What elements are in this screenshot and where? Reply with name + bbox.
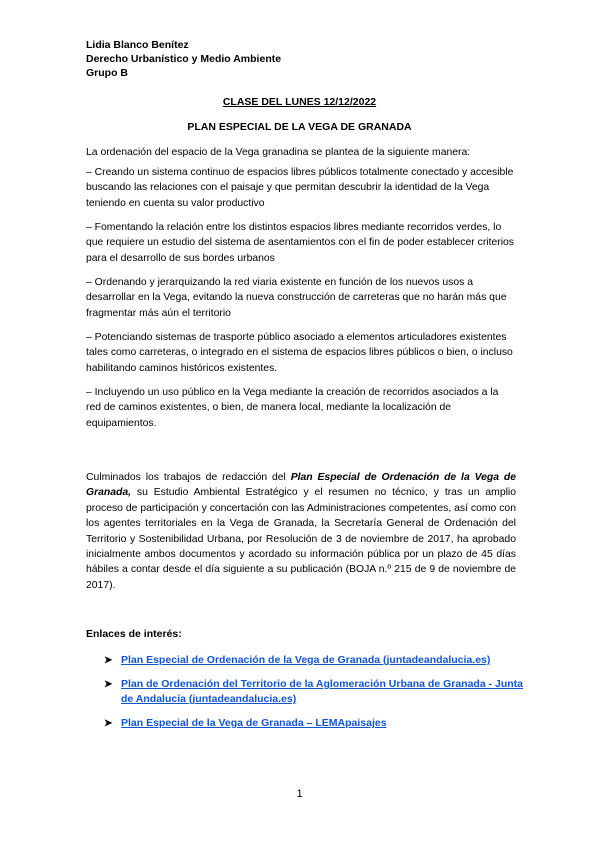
plan-name-emphasis: Plan Especial de Ordenación de la Vega de Granada, [86, 472, 516, 499]
item-paragraph-3: – Ordenando y jerarquizando la red viaria existente en función de los nuevos usos a desarrollar en la Vega, evitando la nueva construcción de carreteras que no harán más que fragmentar más aún el territorio [86, 277, 507, 319]
item-paragraph-4: – Potenciando sistemas de trasporte público asociado a elementos articuladores existentes tales como carreteras, o integrado en el sistema de espacios libres públicos o bien, o incluso habilitando caminos históricos existentes. [86, 332, 513, 374]
group-name: Grupo B [86, 67, 128, 79]
link-plan-especial-junta[interactable]: Plan Especial de Ordenación de la Vega de Granada (juntadeandalucia.es) [121, 654, 491, 666]
arrow-bullet-icon: ➤ [104, 718, 113, 729]
intro-paragraph: La ordenación del espacio de la Vega granadina se plantea de la siguiente manera: [86, 147, 471, 158]
plan-title: PLAN ESPECIAL DE LA VEGA DE GRANADA [187, 121, 412, 133]
item-paragraph-5: – Incluyendo un uso público en la Vega mediante la creación de recorridos asociados a la red de caminos existentes, o bien, de manera local, mediante la localización de equipamientos. [86, 387, 499, 429]
arrow-bullet-icon: ➤ [104, 655, 113, 666]
main-paragraph [86, 470, 516, 593]
link-plan-ordenacion-territorio[interactable]: Plan de Ordenación del Territorio de la Aglomeración Urbana de Granada - Junta de Andalucía (juntadeandalucia.es) [121, 678, 524, 706]
page-number: 1 [296, 788, 303, 800]
item-paragraph-2: – Fomentando la relación entre los distintos espacios libres mediante recorridos verdes, lo que requiere un estudio del sistema de asentamientos con el fin de poder establecer criterios para el desarrollo de sus bordes urbanos [86, 222, 514, 264]
item-paragraph-1: – Creando un sistema continuo de espacios libres públicos totalmente conectado y accesible buscando las relaciones con el paisaje y que permitan descubrir la identidad de la Vega teniendo en cuenta su valor productivo [86, 167, 514, 209]
main-paragraph-start: Culminados los trabajos de redacción del [86, 472, 291, 483]
main-paragraph-rest: su Estudio Ambiental Estratégico y el resumen no técnico, y tras un amplio proceso de participación y concertación con las Administraciones competentes, así como con los agentes territoriales en la Vega de Granada, la Secretaría General de Ordenación del Territorio y Sostenibilidad Urbana, por Resolución de 3 de noviembre de 2017, ha aprobado inicialmente ambos documentos y acordado su información pública por un plazo de 45 días hábiles a contar desde el día siguiente a su publicación (BOJA n.º 215 de 9 de noviembre de 2017). [86, 487, 516, 591]
links-heading: Enlaces de interés: [86, 628, 182, 640]
course-name: Derecho Urbanístico y Medio Ambiente [86, 53, 282, 65]
class-date-title: CLASE DEL LUNES 12/12/2022 [222, 96, 377, 108]
arrow-bullet-icon: ➤ [104, 679, 113, 690]
author-header [86, 38, 281, 80]
author-name: Lidia Blanco Benítez [86, 39, 189, 51]
link-lemapaisajes[interactable]: Plan Especial de la Vega de Granada – LEMApaisajes [121, 717, 387, 729]
